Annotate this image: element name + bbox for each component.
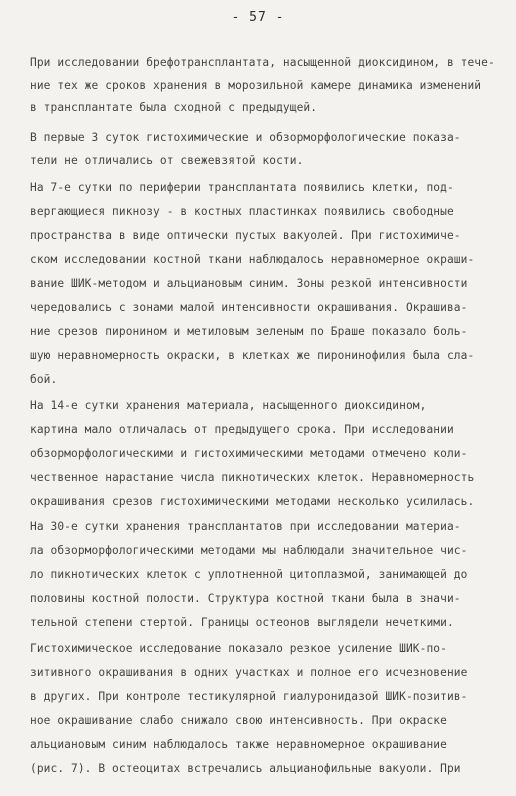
text-line: картина мало отличалась от предыдущего срока. При исследовании bbox=[30, 423, 454, 436]
text-line: ние срезов пиронином и метиловым зеленым по Браше показало боль- bbox=[30, 325, 468, 338]
text-line: вергающиеся пикнозу - в костных пластинках появились свободные bbox=[30, 205, 454, 218]
text-line: альциановым синим наблюдалось также неравномерное окрашивание bbox=[30, 738, 447, 751]
text-line: На 7-е сутки по периферии трансплантата появились клетки, под- bbox=[30, 181, 454, 194]
text-line: зитивного окрашивания в одних участках и полное его исчезновение bbox=[30, 666, 468, 679]
text-line: ла обзорморфологическими методами мы наблюдали значительное чис- bbox=[30, 544, 468, 557]
text-line: обзорморфологическими и гистохимическими методами отмечено коли- bbox=[30, 447, 468, 460]
text-line: окрашивания срезов гистохимическими методами несколько усилилась. bbox=[30, 495, 475, 508]
text-line: На 14-е сутки хранения материала, насыщенного диоксидином, bbox=[30, 399, 427, 412]
text-line: чередовались с зонами малой интенсивности окрашивания. Окрашива- bbox=[30, 301, 468, 314]
text-line: тели не отличались от свежевзятой кости. bbox=[30, 154, 304, 167]
text-line: ло пикнотических клеток с уплотненной цитоплазмой, занимающей до bbox=[30, 568, 468, 581]
text-line: (рис. 7). В остеоцитах встречались альцианофильные вакуоли. При bbox=[30, 762, 461, 775]
text-line: тельной степени стертой. Границы остеонов выглядели нечеткими. bbox=[30, 616, 454, 629]
text-line: В первые 3 суток гистохимические и обзорморфологические показа- bbox=[30, 131, 461, 144]
text-line: ное окрашивание слабо снижало свою интенсивность. При окраске bbox=[30, 714, 447, 727]
page-number: - 57 - bbox=[231, 10, 285, 25]
text-line: в трансплантате была сходной с предыдущей. bbox=[30, 101, 318, 114]
text-line: пространства в виде оптически пустых вакуолей. При гистохимиче- bbox=[30, 229, 461, 242]
text-line: бой. bbox=[30, 373, 58, 386]
text-line: шую неравномерность окраски, в клетках же пиронинофилия была сла- bbox=[30, 349, 475, 362]
text-line: Гистохимическое исследование показало резкое усиление ШИК-по- bbox=[30, 642, 447, 655]
text-line: в других. При контроле тестикулярной гиалуронидазой ШИК-позитив- bbox=[30, 690, 468, 703]
text-line: ском исследовании костной ткани наблюдалось неравномерное окраши- bbox=[30, 253, 475, 266]
text-line: чественное нарастание числа пикнотических клеток. Неравномерность bbox=[30, 471, 475, 484]
text-line: На 30-е сутки хранения трансплантатов при исследовании материа- bbox=[30, 520, 461, 533]
text-line: При исследовании брефотрансплантата, насыщенной диоксидином, в тече- bbox=[30, 56, 495, 69]
text-line: вание ШИК-методом и альциановым синим. Зоны резкой интенсивности bbox=[30, 277, 468, 290]
text-line: половины костной полости. Структура костной ткани была в значи- bbox=[30, 592, 461, 605]
text-line: ние тех же сроков хранения в морозильной камере динамика изменений bbox=[30, 79, 482, 92]
